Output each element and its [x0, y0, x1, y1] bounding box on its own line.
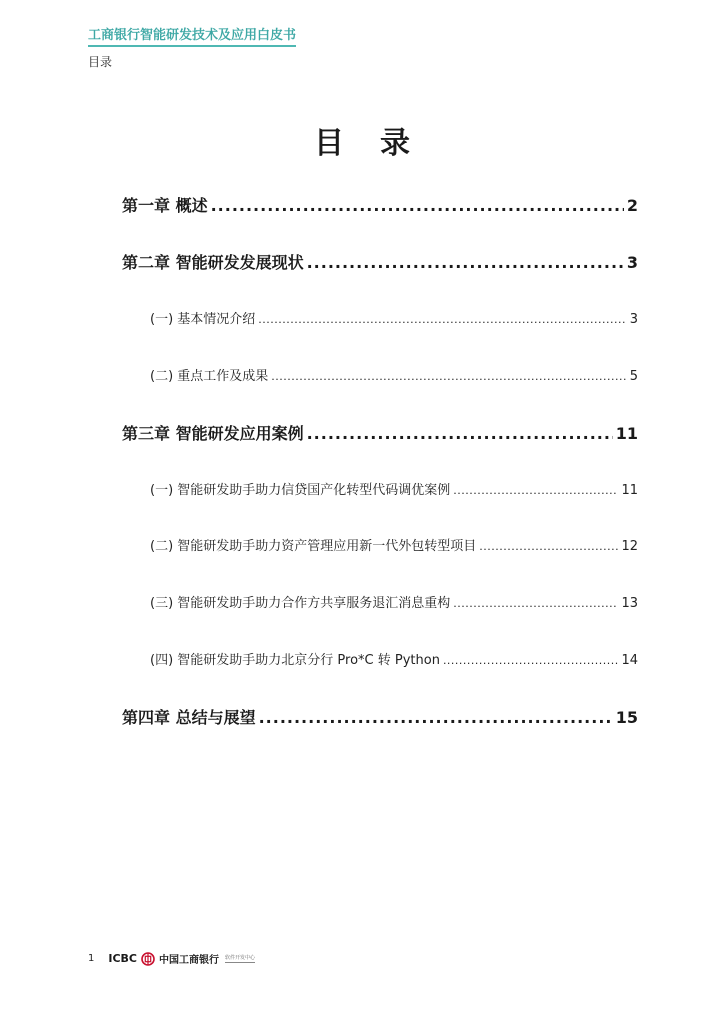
running-header: [88, 24, 296, 70]
icbc-brand-text: ICBC: [108, 952, 137, 965]
toc-leader-dots: [443, 654, 619, 667]
toc-leader-dots: [259, 708, 613, 727]
toc-entry-page: 5: [629, 369, 638, 384]
page-footer: [88, 951, 255, 966]
toc-entry-page: 2: [626, 196, 638, 215]
toc-entry-section-2-2[interactable]: [150, 365, 638, 384]
toc-entry-chapter-4[interactable]: [122, 705, 638, 728]
icbc-logo-icon: [141, 952, 155, 966]
toc-leader-dots: [307, 253, 624, 272]
section-name: 目录: [88, 55, 113, 69]
toc-entry-page: 11: [615, 424, 638, 443]
toc-entry-page: 13: [621, 596, 638, 611]
toc-entry-label: (二) 智能研发助手助力资产管理应用新一代外包转型项目: [150, 539, 477, 554]
toc-entry-chapter-2[interactable]: [122, 250, 638, 273]
department-name: 软件开发中心: [225, 955, 256, 961]
toc-entry-label: (二) 重点工作及成果: [150, 369, 269, 384]
toc-entry-label: 第二章 智能研发发展现状: [122, 253, 304, 272]
toc-entry-label: (四) 智能研发助手助力北京分行 Pro*C 转 Python: [150, 653, 440, 668]
toc-leader-dots: [307, 424, 613, 443]
toc-entry-section-3-1[interactable]: [150, 479, 638, 498]
toc-entry-page: 15: [615, 708, 638, 727]
page-number: 1: [88, 953, 95, 964]
toc-entry-label: 第四章 总结与展望: [122, 708, 256, 727]
toc-entry-label: (一) 基本情况介绍: [150, 312, 256, 327]
toc-entry-section-3-3[interactable]: [150, 592, 638, 611]
toc-leader-dots: [271, 370, 626, 383]
toc-entry-label: 第三章 智能研发应用案例: [122, 424, 304, 443]
toc-entry-page: 11: [621, 483, 638, 498]
document-title: 工商银行智能研发技术及应用白皮书: [88, 24, 296, 47]
toc-entry-page: 3: [629, 312, 638, 327]
toc-entry-label: (一) 智能研发助手助力信贷国产化转型代码调优案例: [150, 483, 451, 498]
toc-entry-label: (三) 智能研发助手助力合作方共享服务退汇消息重构: [150, 596, 451, 611]
toc-leader-dots: [453, 484, 618, 497]
toc-entry-chapter-3[interactable]: [122, 421, 638, 444]
toc-leader-dots: [453, 597, 618, 610]
bank-name: 中国工商银行: [159, 955, 219, 966]
toc-entry-page: 12: [621, 539, 638, 554]
toc-entry-section-3-4[interactable]: [150, 649, 638, 668]
toc-entry-section-2-1[interactable]: [150, 308, 638, 327]
toc-entry-label: 第一章 概述: [122, 196, 208, 215]
toc-leader-dots: [479, 540, 618, 553]
toc-entry-chapter-1[interactable]: [122, 193, 638, 216]
toc-leader-dots: [258, 313, 626, 326]
toc-entry-section-3-2[interactable]: [150, 535, 638, 554]
toc-heading: 目录: [314, 126, 446, 161]
toc-entry-page: 14: [621, 653, 638, 668]
toc-entry-page: 3: [626, 253, 638, 272]
toc-leader-dots: [211, 196, 624, 215]
